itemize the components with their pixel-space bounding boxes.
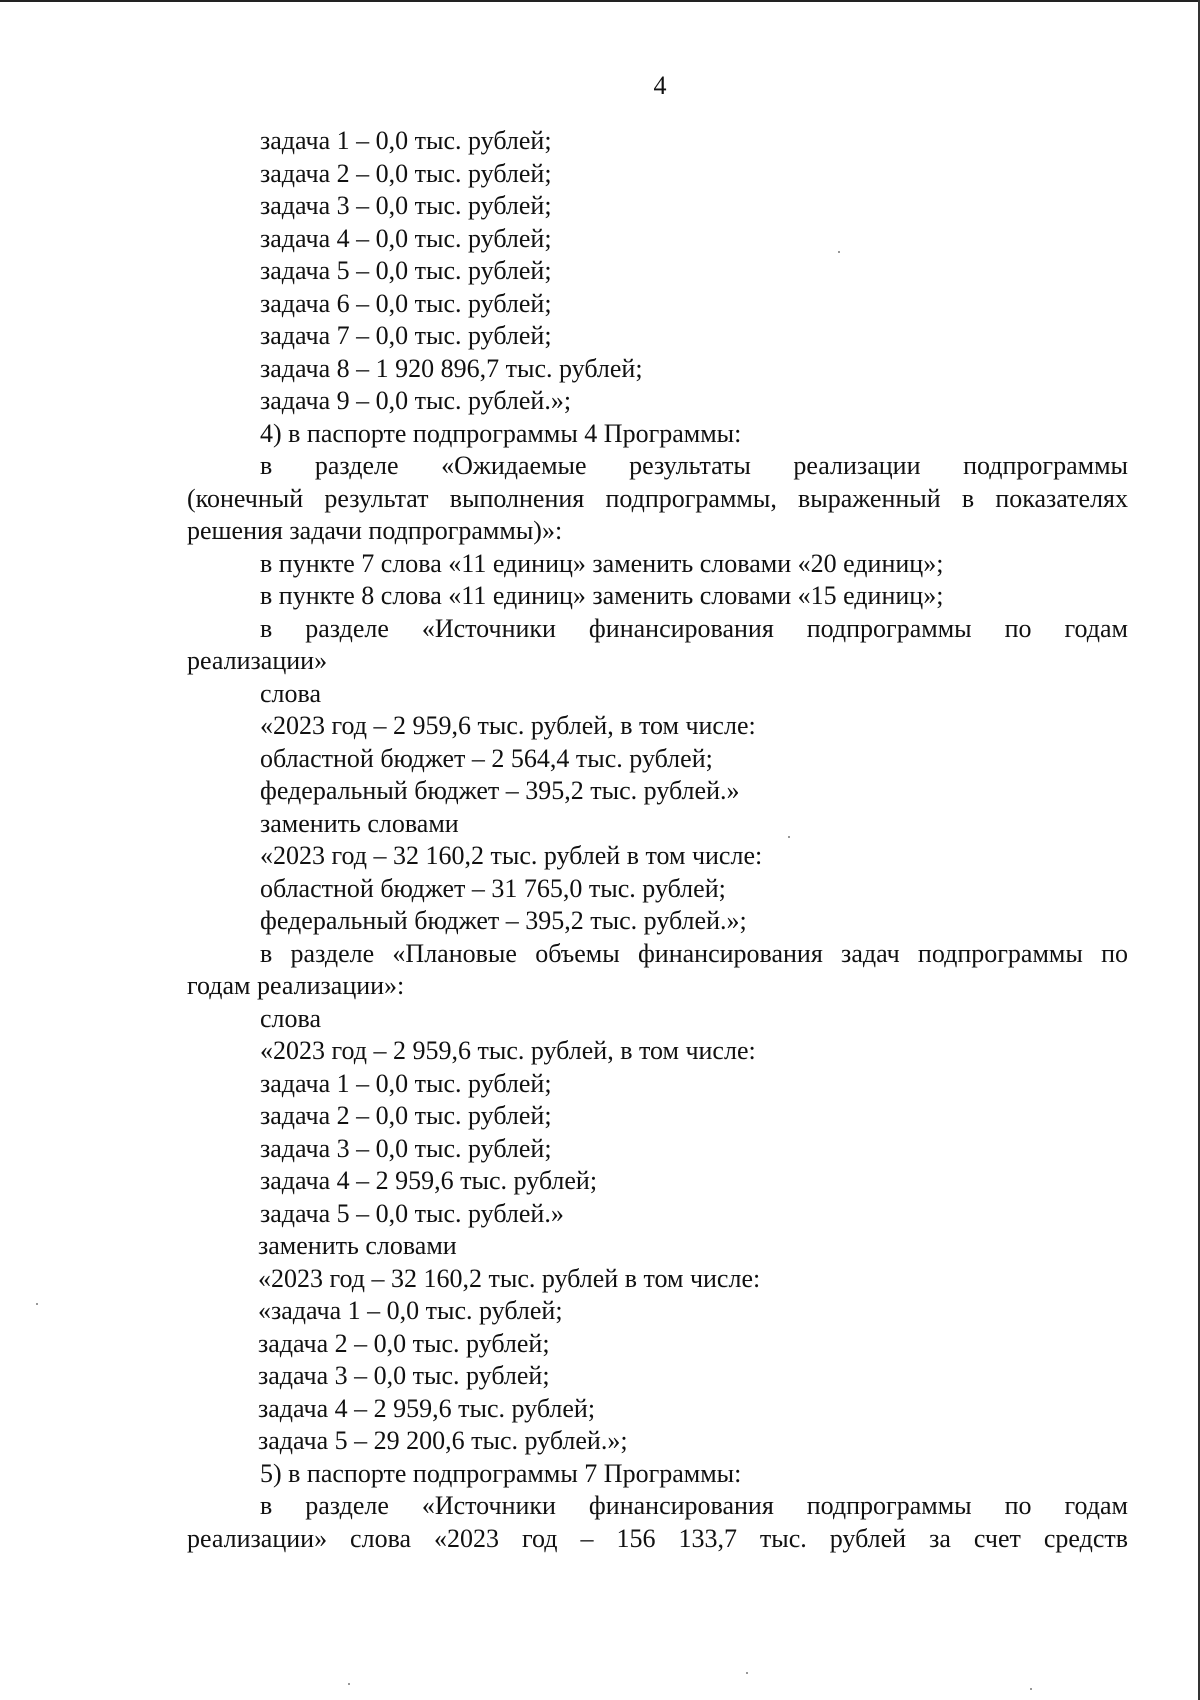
text-line: федеральный бюджет – 395,2 тыс. рублей.»; [260, 906, 747, 935]
text-line: федеральный бюджет – 395,2 тыс. рублей.» [260, 776, 740, 805]
text-line: задача 3 – 0,0 тыс. рублей; [258, 1361, 550, 1390]
text-line: решения задачи подпрограммы)»: [187, 516, 563, 545]
text-line: задача 7 – 0,0 тыс. рублей; [260, 321, 552, 350]
text-line: реализации» слова «2023 год – 156 133,7 тыс. рублей за счет средств [187, 1523, 1128, 1553]
text-line: годам реализации»: [187, 971, 405, 1000]
text-line: в разделе «Источники финансирования подпрограммы по годам [260, 1491, 1128, 1520]
text-line: задача 2 – 0,0 тыс. рублей; [260, 1101, 552, 1130]
text-line: «2023 год – 32 160,2 тыс. рублей в том числе: [258, 1263, 761, 1293]
scan-edge-top [0, 0, 1200, 2]
text-line: задача 9 – 0,0 тыс. рублей.»; [260, 386, 572, 415]
document-body [187, 125, 1128, 1555]
text-line: в разделе «Ожидаемые результаты реализации подпрограммы [260, 451, 1128, 480]
text-line: задача 4 – 0,0 тыс. рублей; [260, 223, 552, 253]
text-line: областной бюджет – 2 564,4 тыс. рублей; [260, 743, 713, 773]
text-line: в разделе «Источники финансирования подпрограммы по годам [260, 613, 1128, 643]
text-line: заменить словами [260, 808, 459, 838]
text-line: задача 4 – 2 959,6 тыс. рублей; [260, 1166, 598, 1195]
text-line: «2023 год – 2 959,6 тыс. рублей, в том числе: [260, 1036, 756, 1065]
text-line: (конечный результат выполнения подпрограммы, выраженный в показателях [187, 483, 1128, 513]
text-line: задача 1 – 0,0 тыс. рублей; [260, 1068, 552, 1098]
text-line: в пункте 8 слова «11 единиц» заменить словами «15 единиц»; [260, 581, 944, 610]
text-line: областной бюджет – 31 765,0 тыс. рублей; [260, 873, 726, 903]
text-line: слова [260, 1003, 321, 1033]
text-line: задача 2 – 0,0 тыс. рублей; [258, 1328, 550, 1358]
text-line: 4) в паспорте подпрограммы 4 Программы: [260, 418, 742, 448]
scan-speck [1030, 1688, 1032, 1690]
page-number: 4 [653, 71, 667, 100]
scan-speck [36, 1303, 38, 1305]
text-line: задача 8 – 1 920 896,7 тыс. рублей; [260, 353, 643, 383]
text-line: в пункте 7 слова «11 единиц» заменить словами «20 единиц»; [260, 548, 944, 578]
text-line: «задача 1 – 0,0 тыс. рублей; [258, 1296, 563, 1325]
text-line: задача 6 – 0,0 тыс. рублей; [260, 288, 552, 318]
text-line: задача 1 – 0,0 тыс. рублей; [260, 126, 552, 155]
text-line: 5) в паспорте подпрограммы 7 Программы: [260, 1458, 742, 1488]
text-line: реализации» [187, 646, 328, 675]
text-line: в разделе «Плановые объемы финансирования задач подпрограммы по [260, 938, 1128, 968]
text-line: задача 5 – 29 200,6 тыс. рублей.»; [258, 1426, 628, 1455]
text-line: задача 4 – 2 959,6 тыс. рублей; [258, 1393, 596, 1423]
text-line: заменить словами [258, 1231, 457, 1260]
text-line: задача 5 – 0,0 тыс. рублей; [260, 256, 552, 285]
text-line: «2023 год – 32 160,2 тыс. рублей в том числе: [260, 841, 763, 870]
text-line: задача 3 – 0,0 тыс. рублей; [260, 1133, 552, 1163]
scan-speck [348, 1683, 350, 1685]
text-line: задача 2 – 0,0 тыс. рублей; [260, 158, 552, 188]
text-line: слова [260, 678, 321, 708]
text-line: задача 3 – 0,0 тыс. рублей; [260, 191, 552, 220]
text-line: «2023 год – 2 959,6 тыс. рублей, в том числе: [260, 711, 756, 740]
text-line: задача 5 – 0,0 тыс. рублей.» [260, 1198, 564, 1228]
scan-speck [746, 1672, 748, 1674]
